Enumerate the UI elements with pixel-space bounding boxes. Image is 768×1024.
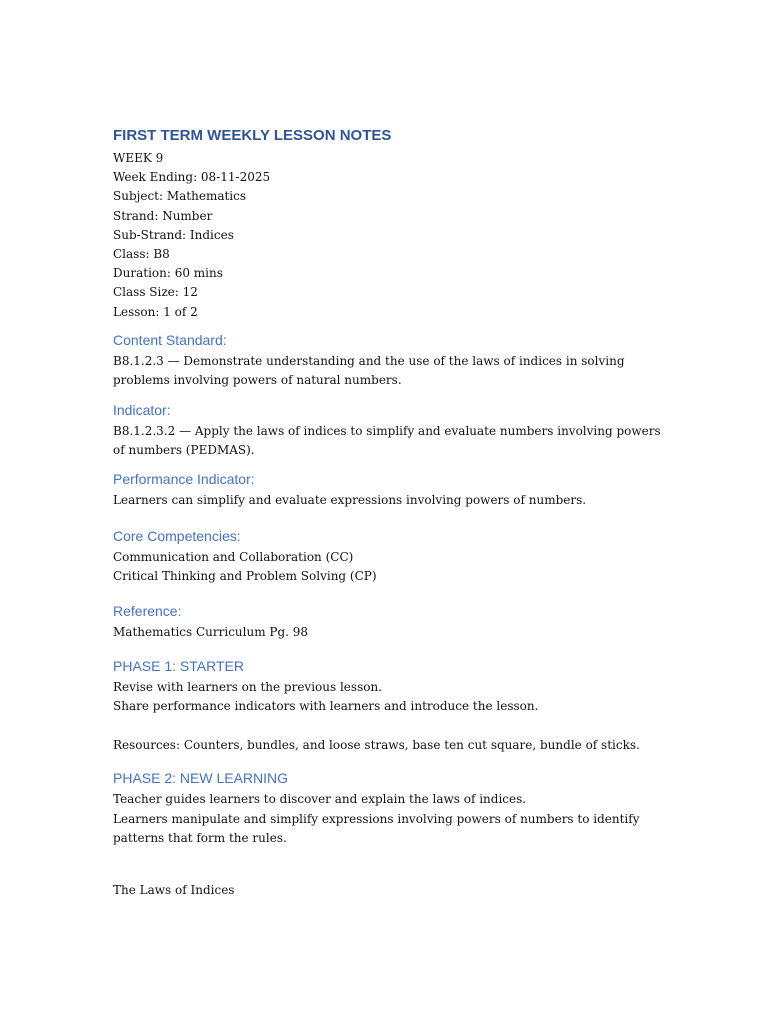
laws-of-indices-subtitle: The Laws of Indices — [113, 882, 235, 897]
core-competency-item: Critical Thinking and Problem Solving (CP) — [113, 569, 377, 584]
content-standard-line: B8.1.2.3 — Demonstrate understanding and the use of the laws of indices in solving — [113, 353, 625, 368]
phase2-line: Learners manipulate and simplify expressions involving powers of numbers to identify — [113, 811, 640, 826]
meta-week-ending: Week Ending: 08-11-2025 — [113, 170, 271, 185]
phase2-heading: PHASE 2: NEW LEARNING — [113, 770, 289, 787]
phase2-line: patterns that form the rules. — [113, 831, 287, 846]
meta-class-size: Class Size: 12 — [113, 285, 198, 300]
phase1-heading: PHASE 1: STARTER — [113, 658, 244, 675]
reference-text: Mathematics Curriculum Pg. 98 — [113, 624, 309, 639]
meta-class: Class: B8 — [113, 247, 170, 262]
indicator-line: B8.1.2.3.2 — Apply the laws of indices to simplify and evaluate numbers involving powers — [113, 423, 661, 438]
lesson-meta — [113, 149, 658, 322]
indicator-section — [113, 400, 661, 461]
phase1-section — [113, 656, 658, 755]
meta-week: WEEK 9 — [113, 151, 164, 165]
core-competencies-section — [113, 526, 658, 587]
phase1-line: Share performance indicators with learners and introduce the lesson. — [113, 699, 539, 714]
indicator-line: of numbers (PEDMAS). — [113, 443, 255, 458]
document-page — [113, 126, 661, 900]
phase2-section — [113, 768, 658, 900]
content-standard-heading: Content Standard: — [113, 331, 227, 348]
core-competency-item: Communication and Collaboration (CC) — [113, 549, 354, 564]
meta-strand: Strand: Number — [113, 208, 213, 223]
reference-heading: Reference: — [113, 602, 182, 619]
phase1-line: Revise with learners on the previous lesson. — [113, 680, 382, 695]
meta-duration: Duration: 60 mins — [113, 266, 223, 281]
performance-indicator-section — [113, 469, 658, 510]
content-standard-section — [113, 330, 658, 391]
reference-section — [113, 601, 658, 642]
indicator-heading: Indicator: — [113, 401, 171, 418]
document-title: FIRST TERM WEEKLY LESSON NOTES — [113, 127, 392, 144]
phase1-resources: Resources: Counters, bundles, and loose straws, base ten cut square, bundle of sticks. — [113, 737, 640, 752]
meta-subject: Subject: Mathematics — [113, 189, 247, 204]
performance-indicator-heading: Performance Indicator: — [113, 471, 255, 488]
meta-lesson: Lesson: 1 of 2 — [113, 304, 198, 319]
performance-indicator-text: Learners can simplify and evaluate expressions involving powers of numbers. — [113, 493, 587, 508]
phase2-line: Teacher guides learners to discover and explain the laws of indices. — [113, 792, 527, 807]
core-competencies-heading: Core Competencies: — [113, 527, 241, 544]
meta-sub-strand: Sub-Strand: Indices — [113, 227, 234, 242]
content-standard-line: problems involving powers of natural numbers. — [113, 373, 402, 388]
